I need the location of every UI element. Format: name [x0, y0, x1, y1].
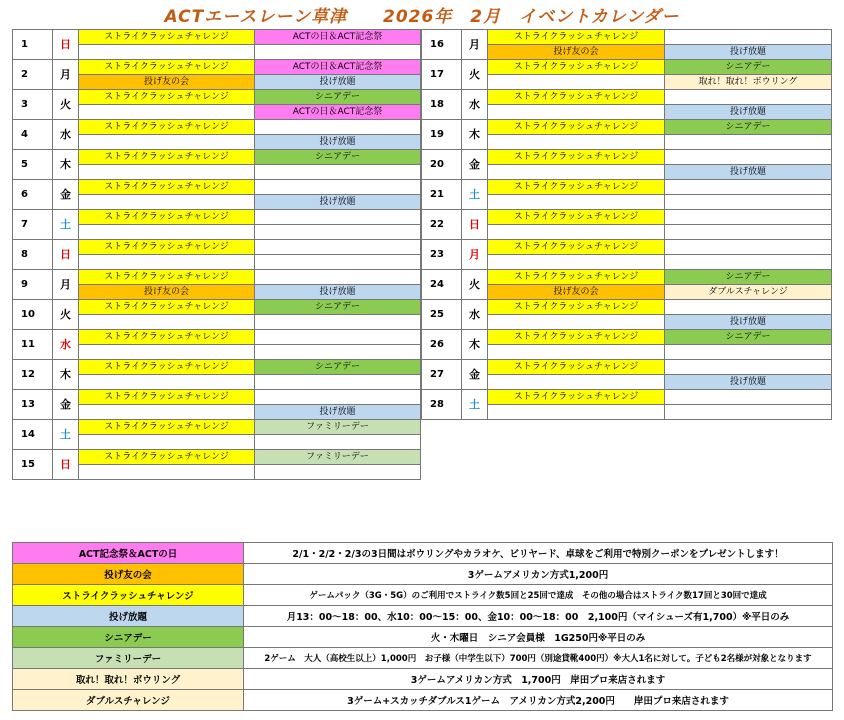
event-cell: ストライクラッシュチャレンジ	[488, 240, 665, 255]
weekday: 水	[462, 300, 488, 330]
empty-cell	[79, 405, 255, 420]
weekday: 日	[53, 450, 79, 480]
event-cell: 投げ放題	[665, 105, 832, 120]
event-cell: シニアデー	[665, 330, 832, 345]
weekday: 金	[462, 150, 488, 180]
legend-row	[13, 585, 833, 606]
event-cell: ストライクラッシュチャレンジ	[488, 360, 665, 375]
event-cell: ストライクラッシュチャレンジ	[79, 240, 255, 255]
event-cell: 投げ放題	[255, 405, 421, 420]
empty-cell	[255, 255, 421, 270]
day-number: 11	[13, 330, 53, 360]
empty-cell	[665, 225, 832, 240]
event-cell: ファミリーデー	[255, 450, 421, 465]
calendar-row	[13, 210, 421, 225]
event-cell: 投げ放題	[255, 285, 421, 300]
empty-cell	[488, 405, 665, 420]
day-number: 12	[13, 360, 53, 390]
empty-cell	[255, 240, 421, 255]
empty-cell	[665, 210, 832, 225]
legend-event-name: シニアデー	[13, 627, 244, 648]
empty-cell	[255, 375, 421, 390]
event-cell: ストライクラッシュチャレンジ	[488, 300, 665, 315]
empty-cell	[488, 105, 665, 120]
day-number: 25	[422, 300, 462, 330]
event-cell: シニアデー	[665, 60, 832, 75]
event-cell: ストライクラッシュチャレンジ	[79, 210, 255, 225]
weekday: 水	[53, 120, 79, 150]
legend-row	[13, 627, 833, 648]
calendar-row	[13, 240, 421, 255]
legend-event-description: 火・木曜日 シニア会員様 1G250円※平日のみ	[244, 627, 833, 648]
calendar-row	[13, 120, 421, 135]
weekday: 月	[462, 240, 488, 270]
event-cell: ストライクラッシュチャレンジ	[79, 60, 255, 75]
page-title: ACTエースレーン草津 2026年 2月 イベントカレンダー	[164, 7, 680, 27]
event-cell: ストライクラッシュチャレンジ	[488, 390, 665, 405]
legend-event-description: 2ゲーム 大人（高校生以上）1,000円 お子様（中学生以下）700円（別途貸靴400円）※大人1名に対して。子ども2名様が対象となります	[244, 648, 833, 669]
day-number: 9	[13, 270, 53, 300]
event-cell: ストライクラッシュチャレンジ	[79, 360, 255, 375]
weekday: 土	[462, 180, 488, 210]
legend-event-description: 3ゲームアメリカン方式1,200円	[244, 564, 833, 585]
empty-cell	[79, 195, 255, 210]
empty-cell	[255, 45, 421, 60]
weekday: 土	[53, 420, 79, 450]
calendar-row	[13, 390, 421, 405]
empty-cell	[255, 210, 421, 225]
legend-row	[13, 606, 833, 627]
event-cell: ストライクラッシュチャレンジ	[488, 90, 665, 105]
day-number: 6	[13, 180, 53, 210]
day-number: 23	[422, 240, 462, 270]
event-cell: ストライクラッシュチャレンジ	[488, 270, 665, 285]
weekday: 月	[53, 60, 79, 90]
event-cell: 投げ友の会	[79, 75, 255, 90]
event-cell: シニアデー	[665, 120, 832, 135]
legend-event-name: 取れ！取れ！ボウリング	[13, 669, 244, 690]
weekday: 木	[53, 360, 79, 390]
legend-event-name: ファミリーデー	[13, 648, 244, 669]
calendar-row	[422, 210, 832, 225]
event-cell: シニアデー	[255, 300, 421, 315]
legend-event-name: ACT記念祭＆ACTの日	[13, 543, 244, 564]
day-number: 7	[13, 210, 53, 240]
day-number: 17	[422, 60, 462, 90]
weekday: 火	[462, 270, 488, 300]
event-cell: ストライクラッシュチャレンジ	[488, 30, 665, 45]
calendar-row	[422, 150, 832, 165]
legend-event-description: 3ゲーム+スカッチダブルス1ゲーム アメリカン方式2,200円 岸田プロ来店されます	[244, 690, 833, 711]
empty-cell	[488, 315, 665, 330]
day-number: 20	[422, 150, 462, 180]
empty-cell	[665, 360, 832, 375]
empty-cell	[79, 135, 255, 150]
legend-event-name: 投げ友の会	[13, 564, 244, 585]
calendar-row	[422, 240, 832, 255]
event-cell: シニアデー	[255, 90, 421, 105]
empty-cell	[488, 225, 665, 240]
day-number: 1	[13, 30, 53, 60]
event-cell: ストライクラッシュチャレンジ	[79, 180, 255, 195]
weekday: 月	[53, 270, 79, 300]
empty-cell	[488, 135, 665, 150]
calendar-row	[13, 420, 421, 435]
event-cell: ストライクラッシュチャレンジ	[79, 150, 255, 165]
legend-event-description: ゲームパック（3G・5G）のご利用でストライク数5回と25回で達成 その他の場合はストライク数17回と30回で達成	[244, 585, 833, 606]
empty-cell	[665, 135, 832, 150]
event-cell: ストライクラッシュチャレンジ	[79, 390, 255, 405]
weekday: 月	[462, 30, 488, 60]
calendar-row	[422, 90, 832, 105]
day-number: 10	[13, 300, 53, 330]
calendar-row	[13, 330, 421, 345]
weekday: 水	[53, 330, 79, 360]
event-cell: 投げ友の会	[488, 285, 665, 300]
empty-cell	[79, 165, 255, 180]
empty-cell	[665, 345, 832, 360]
event-cell: ストライクラッシュチャレンジ	[79, 450, 255, 465]
event-cell: ACTの日＆ACT記念祭	[255, 60, 421, 75]
empty-cell	[665, 240, 832, 255]
empty-cell	[79, 105, 255, 120]
legend-event-description: 3ゲームアメリカン方式 1,700円 岸田プロ来店されます	[244, 669, 833, 690]
event-cell: ストライクラッシュチャレンジ	[79, 420, 255, 435]
event-cell: 投げ放題	[255, 195, 421, 210]
calendar-row	[13, 270, 421, 285]
calendar-row	[422, 180, 832, 195]
empty-cell	[488, 255, 665, 270]
day-number: 19	[422, 120, 462, 150]
day-number: 22	[422, 210, 462, 240]
day-number: 26	[422, 330, 462, 360]
calendar-row	[422, 330, 832, 345]
day-number: 28	[422, 390, 462, 420]
event-cell: ストライクラッシュチャレンジ	[488, 330, 665, 345]
calendar-row	[13, 300, 421, 315]
weekday: 火	[462, 60, 488, 90]
calendar-row	[13, 90, 421, 105]
calendar-row	[422, 270, 832, 285]
weekday: 土	[462, 390, 488, 420]
legend-event-name: ストライクラッシュチャレンジ	[13, 585, 244, 606]
day-number: 27	[422, 360, 462, 390]
calendar-row	[422, 30, 832, 45]
empty-cell	[255, 315, 421, 330]
empty-cell	[255, 225, 421, 240]
calendar-row	[422, 300, 832, 315]
empty-cell	[488, 345, 665, 360]
weekday: 木	[462, 330, 488, 360]
event-cell: シニアデー	[665, 270, 832, 285]
empty-cell	[255, 330, 421, 345]
legend-row	[13, 543, 833, 564]
weekday: 木	[53, 150, 79, 180]
empty-cell	[79, 465, 255, 480]
event-cell: ストライクラッシュチャレンジ	[79, 300, 255, 315]
empty-cell	[79, 375, 255, 390]
calendar-row	[422, 390, 832, 405]
empty-cell	[79, 45, 255, 60]
day-number: 13	[13, 390, 53, 420]
weekday: 金	[462, 360, 488, 390]
event-cell: ストライクラッシュチャレンジ	[79, 30, 255, 45]
legend-row	[13, 690, 833, 711]
day-number: 16	[422, 30, 462, 60]
empty-cell	[255, 180, 421, 195]
day-number: 4	[13, 120, 53, 150]
empty-cell	[665, 405, 832, 420]
event-cell: 投げ放題	[665, 315, 832, 330]
empty-cell	[79, 315, 255, 330]
empty-cell	[488, 165, 665, 180]
legend-row	[13, 564, 833, 585]
legend-row	[13, 648, 833, 669]
calendar-second-half	[421, 29, 832, 420]
legend-event-name: ダブルスチャレンジ	[13, 690, 244, 711]
calendar-row	[13, 360, 421, 375]
empty-cell	[255, 345, 421, 360]
event-cell: シニアデー	[255, 150, 421, 165]
weekday: 水	[462, 90, 488, 120]
event-legend	[12, 542, 833, 711]
event-cell: ストライクラッシュチャレンジ	[488, 150, 665, 165]
empty-cell	[79, 435, 255, 450]
weekday: 木	[462, 120, 488, 150]
calendar-row	[422, 120, 832, 135]
event-cell: ACTの日＆ACT記念祭	[255, 30, 421, 45]
empty-cell	[665, 195, 832, 210]
day-number: 8	[13, 240, 53, 270]
legend-event-description: 2/1・2/2・2/3の3日間はボウリングやカラオケ、ビリヤード、卓球をご利用で特別クーポンをプレゼントします！	[244, 543, 833, 564]
empty-cell	[665, 300, 832, 315]
day-number: 2	[13, 60, 53, 90]
event-cell: ACTの日＆ACT記念祭	[255, 105, 421, 120]
empty-cell	[255, 465, 421, 480]
empty-cell	[665, 30, 832, 45]
empty-cell	[79, 255, 255, 270]
day-number: 15	[13, 450, 53, 480]
weekday: 火	[53, 90, 79, 120]
empty-cell	[665, 390, 832, 405]
legend-event-description: 月13：00～18：00、水10：00～15：00、金10：00～18：00 2,100円（マイシューズ有1,700）※平日のみ	[244, 606, 833, 627]
event-cell: 取れ！取れ！ボウリング	[665, 75, 832, 90]
legend-row	[13, 669, 833, 690]
empty-cell	[255, 270, 421, 285]
day-number: 18	[422, 90, 462, 120]
calendar-row	[13, 180, 421, 195]
event-cell: 投げ友の会	[79, 285, 255, 300]
event-cell: 投げ放題	[255, 135, 421, 150]
empty-cell	[255, 120, 421, 135]
event-cell: ダブルスチャレンジ	[665, 285, 832, 300]
empty-cell	[665, 180, 832, 195]
calendar-first-half	[12, 29, 421, 480]
day-number: 5	[13, 150, 53, 180]
event-cell: ストライクラッシュチャレンジ	[488, 60, 665, 75]
event-cell: ストライクラッシュチャレンジ	[488, 210, 665, 225]
weekday: 土	[53, 210, 79, 240]
event-cell: ファミリーデー	[255, 420, 421, 435]
event-cell: 投げ友の会	[488, 45, 665, 60]
event-cell: ストライクラッシュチャレンジ	[79, 270, 255, 285]
weekday: 日	[53, 30, 79, 60]
legend-event-name: 投げ放題	[13, 606, 244, 627]
weekday: 日	[462, 210, 488, 240]
empty-cell	[665, 150, 832, 165]
calendar-row	[13, 30, 421, 45]
empty-cell	[488, 375, 665, 390]
event-cell: シニアデー	[255, 360, 421, 375]
event-cell: 投げ放題	[665, 375, 832, 390]
event-cell: ストライクラッシュチャレンジ	[488, 120, 665, 135]
day-number: 3	[13, 90, 53, 120]
day-number: 21	[422, 180, 462, 210]
weekday: 金	[53, 180, 79, 210]
event-cell: ストライクラッシュチャレンジ	[488, 180, 665, 195]
event-cell: 投げ放題	[255, 75, 421, 90]
calendar-row	[13, 150, 421, 165]
empty-cell	[488, 75, 665, 90]
empty-cell	[255, 165, 421, 180]
event-cell: ストライクラッシュチャレンジ	[79, 90, 255, 105]
calendar-row	[13, 60, 421, 75]
event-cell: ストライクラッシュチャレンジ	[79, 330, 255, 345]
calendar-row	[422, 360, 832, 375]
empty-cell	[255, 435, 421, 450]
weekday: 日	[53, 240, 79, 270]
empty-cell	[79, 345, 255, 360]
weekday: 火	[53, 300, 79, 330]
event-cell: 投げ放題	[665, 45, 832, 60]
empty-cell	[665, 255, 832, 270]
day-number: 14	[13, 420, 53, 450]
weekday: 金	[53, 390, 79, 420]
empty-cell	[79, 225, 255, 240]
empty-cell	[488, 195, 665, 210]
calendar-row	[422, 60, 832, 75]
empty-cell	[255, 390, 421, 405]
event-cell: 投げ放題	[665, 165, 832, 180]
empty-cell	[665, 90, 832, 105]
day-number: 24	[422, 270, 462, 300]
calendar-row	[13, 450, 421, 465]
event-cell: ストライクラッシュチャレンジ	[79, 120, 255, 135]
